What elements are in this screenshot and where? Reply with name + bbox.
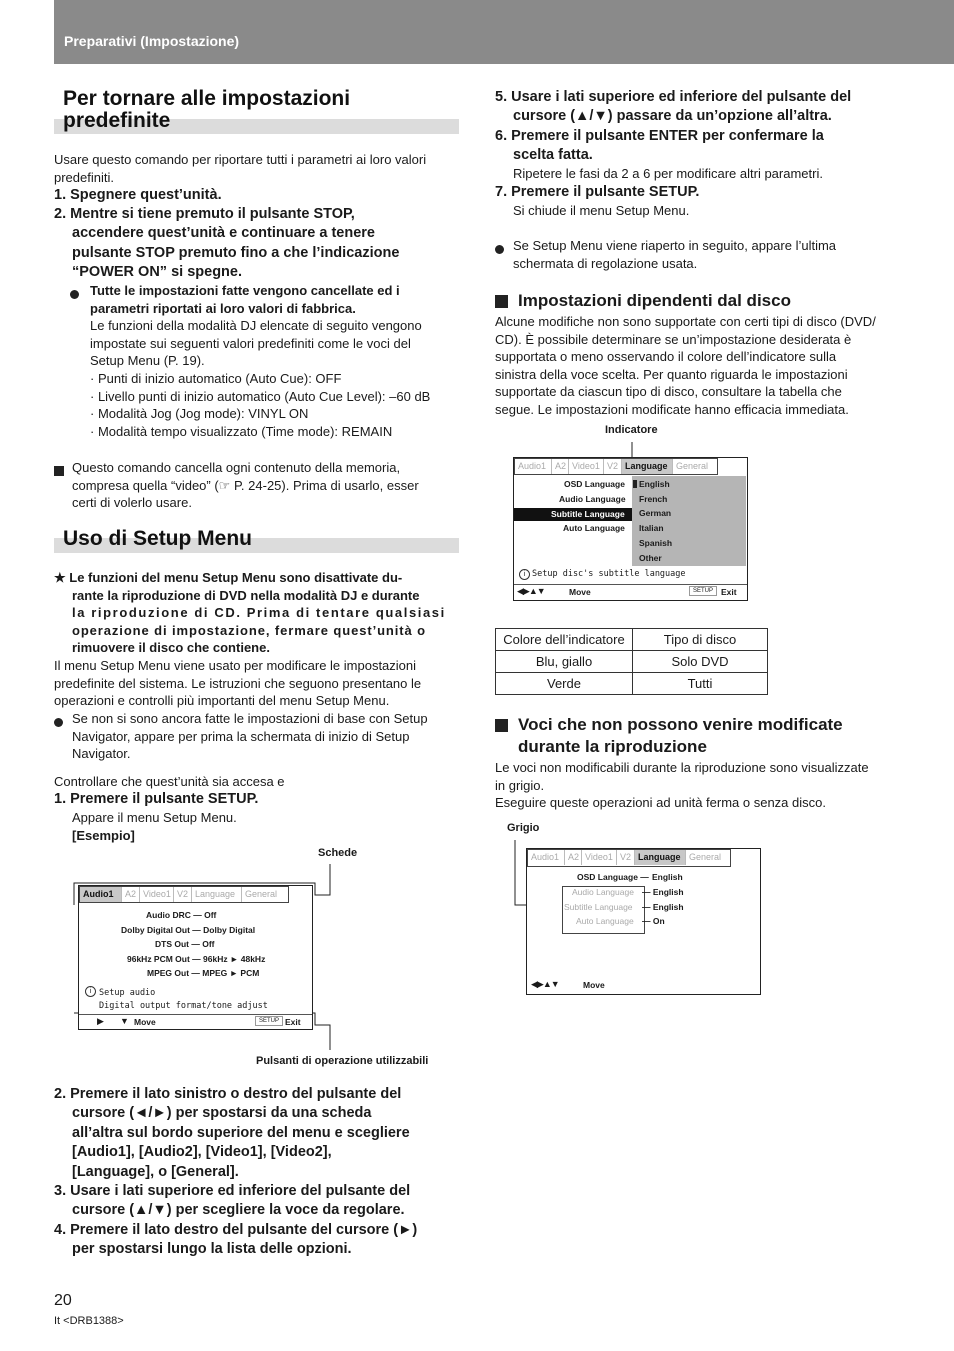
- tab-video2[interactable]: V2: [604, 459, 622, 474]
- reset-step1: 1. Spegnere quest’unità.: [54, 187, 222, 203]
- reset-note: Questo comando cancella ogni contenuto della memoria, compresa quella “video” (☞ P. 24-25). Prima di usarlo, esser certi di volerlo usare.: [72, 460, 419, 511]
- tab-bar: [514, 458, 718, 475]
- setup-step1-sub: Appare il menu Setup Menu. [Esempio]: [72, 810, 237, 843]
- button-bar: [527, 978, 760, 993]
- cursor-right-icon: ▶: [97, 1016, 104, 1026]
- tab-language[interactable]: Language: [635, 850, 686, 865]
- menu-item[interactable]: Audio DRC — Off: [146, 910, 217, 920]
- tab-audio2[interactable]: A2: [552, 459, 569, 474]
- setup-step2: 2. Premere il lato sinistro o destro del pulsante del cursore (◄/►) per spostarsi da una scheda all’altra sul bordo superiore del menu e scegliere [Audio1], [Audio2], [Video1], [Video2], [Language], o [General].: [54, 1086, 410, 1180]
- option-item[interactable]: French: [639, 494, 668, 504]
- info-text: Setup audio Digital output format/tone adjust: [99, 988, 268, 1011]
- doc-code: It <DRB1388>: [54, 1315, 124, 1327]
- nochange-text: Le voci non modificabili durante la riproduzione sono visualizzate in grigio. Eseguire queste operazioni ad unità ferma o senza disco.: [495, 760, 869, 811]
- cursor-down-icon: ▼: [120, 1016, 129, 1026]
- tab-audio1[interactable]: Audio1: [80, 887, 122, 902]
- indicator-mark: [633, 480, 637, 488]
- step6: 6. Premere il pulsante ENTER per confermare la scelta fatta.: [495, 128, 824, 164]
- square-icon: [495, 719, 508, 732]
- menu-item-disabled: Auto Language: [576, 916, 634, 926]
- label-indicator: Indicatore: [605, 424, 658, 436]
- value-item: — English: [642, 902, 684, 912]
- option-item[interactable]: German: [639, 508, 672, 518]
- menu-item[interactable]: Audio Language: [559, 494, 626, 504]
- move-label: Move: [569, 587, 591, 597]
- label-grey: Grigio: [507, 822, 540, 834]
- setup-star-note: ★ Le funzioni del menu Setup Menu sono disattivate du- rante la riproduzione di DVD nella modalità DJ e durante la riproduzione di CD. Prima di tentare qualsiasi operazione di impostazione, fermare quest’unità o rimuovere il disco che contiene.: [54, 570, 446, 656]
- reset-title: Per tornare alle impostazioni predefinite: [63, 87, 351, 132]
- reset-intro: Usare questo comando per riportare tutti i parametri ai loro valori predefiniti.: [54, 152, 427, 185]
- tab-audio1[interactable]: Audio1: [528, 850, 565, 865]
- page-number: 20: [54, 1292, 72, 1309]
- step5: 5. Usare i lati superiore ed inferiore del pulsante del cursore (▲/▼) passare da un’opzione all’altra.: [495, 89, 852, 125]
- exit-label: Exit: [721, 587, 737, 597]
- setup-screen-audio: [78, 885, 313, 1030]
- setup-step3: 3. Usare i lati superiore ed inferiore del pulsante del cursore (▲/▼) per scegliere la voce da regolare.: [54, 1183, 411, 1219]
- disc-title: Impostazioni dipendenti dal disco: [518, 291, 791, 310]
- label-buttons: Pulsanti di operazione utilizzabili: [256, 1055, 429, 1067]
- tab-audio2[interactable]: A2: [565, 850, 582, 865]
- menu-item[interactable]: 96kHz PCM Out — 96kHz ► 48kHz: [127, 954, 266, 964]
- value-item: English: [652, 872, 683, 882]
- disc-text: Alcune modifiche non sono supportate con certi tipi di disco (DVD/ CD). È possibile determinare se un’impostazione desiderata è supportata o meno osservando il colore dell’indicatore sulla sinistra della voce scelta. Per quanto riguarda le impostazioni supportate da ciascun tipo di disco, consultare la tabella che segue. Le impostazioni modificate hanno efficacia immediata.: [495, 314, 876, 417]
- button-bar: [514, 584, 747, 600]
- setup-step4: 4. Premere il lato destro del pulsante del cursore (►) per spostarsi lungo la lista delle opzioni.: [54, 1222, 418, 1258]
- option-item[interactable]: Spanish: [639, 538, 673, 548]
- setup-screen-grey: [526, 848, 761, 995]
- cursor-arrows-icon: ◀▶▲▼: [517, 586, 545, 596]
- info-icon: i: [519, 569, 530, 580]
- step7-sub: Si chiude il menu Setup Menu.: [513, 203, 690, 218]
- nochange-title: Voci che non possono venire modificate durante la riproduzione: [518, 715, 843, 756]
- tab-audio1[interactable]: Audio1: [515, 459, 552, 474]
- option-item[interactable]: Other: [639, 553, 662, 563]
- tab-bar: [79, 886, 289, 903]
- label-tabs: Schede: [318, 847, 358, 859]
- setup-title: Uso di Setup Menu: [63, 527, 252, 550]
- step6-sub: Ripetere le fasi da 2 a 6 per modificare altri parametri.: [513, 166, 823, 181]
- tab-language[interactable]: Language: [622, 459, 673, 474]
- tab-general[interactable]: General: [245, 889, 278, 899]
- step7: 7. Premere il pulsante SETUP.: [495, 184, 700, 200]
- tab-video1[interactable]: Video1: [569, 459, 604, 474]
- indicator-table: [495, 628, 768, 695]
- move-label: Move: [583, 980, 605, 990]
- reset-step2: 2. Mentre si tiene premuto il pulsante STOP, accendere quest’unità e continuare a tenere pulsante STOP premuto fino a che l’indicazione “POWER ON” si spegne.: [54, 206, 400, 281]
- tab-audio2[interactable]: A2: [122, 887, 140, 902]
- setup-intro: Il menu Setup Menu viene usato per modificare le impostazioni predefinite del sistema. Le istruzioni che seguono presentano le operazioni e controlli più importanti del menu Setup Menu.: [54, 658, 422, 709]
- menu-item-selected[interactable]: Subtitle Language: [551, 509, 625, 519]
- menu-item[interactable]: DTS Out — Off: [155, 939, 215, 949]
- tab-general[interactable]: General: [676, 461, 709, 471]
- setup-button[interactable]: SETUP: [255, 1016, 283, 1026]
- value-item: — On: [642, 916, 665, 926]
- menu-item[interactable]: OSD Language: [564, 479, 625, 489]
- table-row: Blu, giallo Solo DVD: [496, 651, 768, 673]
- table-row: Verde Tutti: [496, 673, 768, 695]
- info-icon: i: [85, 986, 96, 997]
- tab-video1[interactable]: Video1: [140, 887, 174, 902]
- exit-label: Exit: [285, 1017, 301, 1027]
- setup-screen-language: [513, 457, 748, 601]
- value-item: — English: [642, 887, 684, 897]
- menu-item[interactable]: OSD Language —: [577, 872, 649, 882]
- bullet-dot: [495, 241, 504, 259]
- tab-video1[interactable]: Video1: [582, 850, 617, 865]
- button-bar: [79, 1014, 312, 1029]
- tab-video2[interactable]: V2: [617, 850, 635, 865]
- table-header: Colore dell’indicatore: [496, 629, 633, 651]
- table-header: Tipo di disco: [633, 629, 768, 651]
- cursor-arrows-icon: ◀▶▲▼: [531, 979, 559, 989]
- option-item[interactable]: Italian: [639, 523, 664, 533]
- info-text: Setup disc's subtitle language: [532, 569, 686, 579]
- setup-bullet: Se non si sono ancora fatte le impostazioni di base con Setup Navigator, appare per prima la schermata di inizio di Setup Navigator.: [72, 711, 428, 762]
- option-item[interactable]: English: [639, 479, 670, 489]
- section-title: Preparativi (Impostazione): [64, 33, 240, 49]
- setup-check: Controllare che quest’unità sia accesa e: [54, 774, 285, 789]
- menu-item[interactable]: Dolby Digital Out — Dolby Digital: [121, 925, 256, 935]
- right-bullet: Se Setup Menu viene riaperto in seguito, appare l’ultima schermata di regolazione usata.: [513, 238, 837, 271]
- tab-bar: [527, 849, 731, 867]
- setup-step1: 1. Premere il pulsante SETUP.: [54, 791, 259, 807]
- menu-item-disabled: Subtitle Language: [564, 902, 633, 912]
- tab-video2[interactable]: V2: [174, 887, 192, 902]
- move-label: Move: [134, 1017, 156, 1027]
- tab-general[interactable]: General: [689, 852, 722, 862]
- tab-language[interactable]: Language: [192, 887, 242, 902]
- menu-item-disabled: Audio Language: [572, 887, 634, 897]
- reset-bullet: Tutte le impostazioni fatte vengono cancellate ed i parametri riportati ai loro valori di fabbrica. Le funzioni della modalità DJ elencate di seguito vengono impostate sui seguenti valori predefiniti come le voci del Setup Menu (P. 19). · Punti di inizio automatico (Auto Cue): OFF · Livello punti di inizio automatico (Auto Cue Level): –60 dB · Modalità Jog (Jog mode): VINYL ON · Modalità tempo visualizzato (Time mode): REMAIN: [90, 283, 431, 439]
- menu-item[interactable]: Auto Language: [563, 523, 625, 533]
- menu-item[interactable]: MPEG Out — MPEG ► PCM: [147, 968, 260, 978]
- square-icon: [495, 295, 508, 308]
- setup-button[interactable]: SETUP: [689, 586, 717, 596]
